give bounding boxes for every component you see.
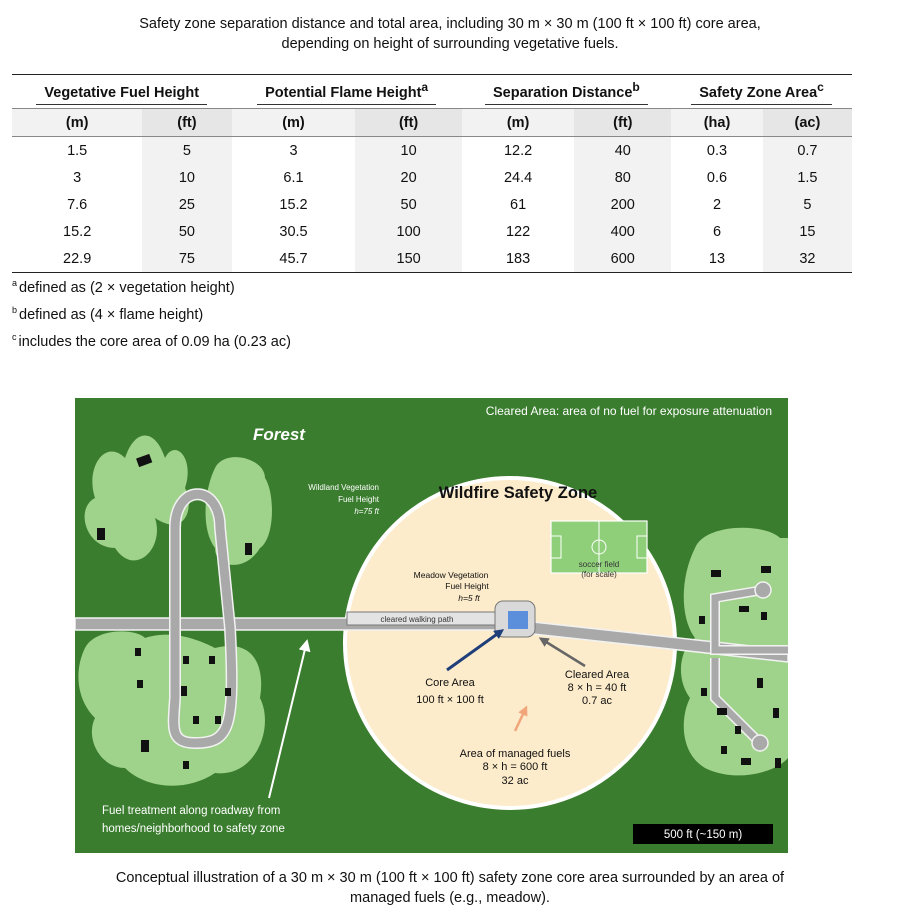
table-cell: 25 — [142, 191, 231, 218]
table-units-row — [12, 109, 852, 137]
house — [741, 758, 751, 765]
house — [721, 746, 727, 754]
table-cell: 0.7 — [763, 137, 852, 165]
table-cell: 2 — [712, 196, 722, 213]
table-caption-line-2: depending on height of surrounding vegetative fuels. — [281, 36, 619, 52]
walking-path-label: cleared walking path — [380, 615, 454, 624]
table-cell: 13 — [671, 245, 763, 273]
figure-caption-line-2: managed fuels (e.g., meadow). — [350, 890, 550, 906]
table-cell: 1.5 — [763, 164, 852, 191]
table-cell: 7.6 — [67, 196, 88, 213]
svg-text:8 × h = 600 ft: 8 × h = 600 ft — [482, 761, 548, 773]
house — [193, 716, 199, 724]
house — [97, 528, 105, 540]
table-caption-line-1: Safety zone separation distance and total area, including 30 m × 30 m (100 ft × 100 ft) core area, — [139, 16, 761, 32]
house — [757, 678, 763, 688]
table-row — [12, 191, 852, 218]
table-row — [12, 218, 852, 245]
table-cell: 6.1 — [283, 169, 304, 186]
table-footnotes — [12, 272, 291, 353]
svg-text:Core Area: Core Area — [425, 677, 475, 689]
house — [699, 616, 705, 624]
svg-text:soccer field: soccer field — [578, 560, 620, 569]
table-cell: 6 — [712, 223, 722, 240]
svg-text:Wildland Vegetation: Wildland Vegetation — [308, 483, 379, 492]
table-cell: 75 — [142, 245, 231, 273]
unit-header: (ac) — [763, 109, 852, 137]
house — [183, 761, 189, 769]
svg-text:homes/neighborhood to safety z: homes/neighborhood to safety zone — [102, 823, 285, 835]
svg-text:Meadow Vegetation: Meadow Vegetation — [413, 570, 489, 580]
group-header-separation-distance: Separation Distance$^b$ — [462, 75, 671, 109]
table-cell: 183 — [462, 245, 575, 273]
soccer-field-label — [579, 560, 619, 579]
svg-text:h=5 ft: h=5 ft — [458, 593, 480, 603]
figure-caption-line-1: Conceptual illustration of a 30 m × 30 m (100 ft × 100 ft) safety zone core area surrounded by an area of — [115, 870, 785, 886]
scale-label: 500 ft (~150 m) — [663, 829, 743, 841]
table-cell: 0.3 — [706, 142, 728, 159]
table-group-header-row — [12, 75, 852, 109]
safety-zone-table — [12, 74, 852, 273]
table-cell: 200 — [574, 191, 671, 218]
table-cell: 24.4 — [503, 169, 533, 186]
illustration-canvas — [75, 398, 788, 853]
table-cell: 61 — [510, 196, 527, 213]
svg-text:0.7 ac: 0.7 ac — [582, 695, 612, 707]
table-cell: 15.2 — [279, 196, 308, 213]
table-row — [12, 245, 852, 273]
table-cell: 10 — [142, 164, 231, 191]
table-cell: 15.2 — [63, 223, 92, 240]
unit-header: (ft) — [355, 109, 461, 137]
zone-title: Wildfire Safety Zone — [438, 484, 598, 502]
table-cell: 50 — [142, 218, 231, 245]
house — [135, 648, 141, 656]
footnote-c: $^c$ includes the core area of 0.09 ha (0.23 ac) — [12, 332, 291, 350]
table-cell: 15 — [763, 218, 852, 245]
cul-de-sac-top — [755, 582, 771, 598]
house — [773, 708, 779, 718]
figure-caption — [0, 868, 900, 908]
cul-de-sac-bottom — [752, 735, 768, 751]
house — [183, 656, 189, 664]
table-row — [12, 137, 852, 165]
svg-text:Fuel Height: Fuel Height — [445, 581, 489, 591]
unit-header: (ha) — [671, 109, 763, 137]
svg-text:Cleared Area: Cleared Area — [564, 669, 630, 681]
house — [141, 740, 149, 752]
group-header-safety-zone-area: Safety Zone Area$^c$ — [671, 75, 852, 109]
table-cell: 80 — [574, 164, 671, 191]
unit-header: (m) — [232, 109, 356, 137]
forest-label: Forest — [253, 425, 305, 444]
safety-zone-illustration — [75, 398, 788, 853]
table-cell: 32 — [763, 245, 852, 273]
table-cell: 20 — [355, 164, 461, 191]
table-cell: 22.9 — [12, 245, 142, 273]
table-body — [12, 137, 852, 273]
group-header-vegetative-fuel-height: Vegetative Fuel Height — [12, 75, 232, 109]
footnote-b: $^b$ defined as (4 × flame height) — [12, 305, 204, 323]
unit-header: (ft) — [142, 109, 231, 137]
house — [717, 708, 727, 715]
svg-text:h=75 ft: h=75 ft — [354, 507, 379, 516]
svg-text:Fuel treatment along roadway f: Fuel treatment along roadway from — [102, 805, 281, 817]
unit-header: (ft) — [574, 109, 671, 137]
table-cell: 600 — [574, 245, 671, 273]
table-row — [12, 164, 852, 191]
table-cell: 122 — [505, 223, 531, 240]
house — [761, 612, 767, 620]
table-cell: 40 — [574, 137, 671, 165]
svg-text:Fuel Height: Fuel Height — [338, 495, 379, 504]
svg-text:100 ft × 100 ft: 100 ft × 100 ft — [416, 694, 484, 706]
footnote-a: $^a$ defined as (2 × vegetation height) — [12, 278, 235, 296]
table-cell: 0.6 — [706, 169, 728, 186]
house — [735, 726, 741, 734]
table-cell: 100 — [355, 218, 461, 245]
table-cell: 30.5 — [279, 223, 308, 240]
table-cell: 400 — [574, 218, 671, 245]
house — [137, 680, 143, 688]
unit-header: (m) — [12, 109, 142, 137]
house — [245, 543, 252, 555]
house — [701, 688, 707, 696]
scale-bar — [633, 824, 773, 844]
house — [181, 686, 187, 696]
table-cell: 50 — [355, 191, 461, 218]
table-cell: 10 — [355, 137, 461, 165]
cleared-area-title: Cleared Area: area of no fuel for exposure attenuation — [485, 404, 772, 418]
unit-header: (m) — [462, 109, 575, 137]
table-cell: 3 — [289, 142, 298, 159]
table-cell: 5 — [763, 191, 852, 218]
house — [711, 570, 721, 577]
house — [209, 656, 215, 664]
house — [775, 758, 781, 768]
table-cell: 45.7 — [232, 245, 356, 273]
table-cell: 3 — [73, 169, 82, 186]
svg-text:(for scale): (for scale) — [581, 570, 617, 579]
core-area-square — [508, 611, 528, 629]
table-cell: 12.2 — [503, 142, 533, 159]
house — [225, 688, 231, 696]
house — [739, 606, 749, 612]
table-cell: 150 — [355, 245, 461, 273]
table-cell: 1.5 — [67, 142, 88, 159]
svg-text:32 ac: 32 ac — [501, 775, 529, 787]
table-cell: 5 — [142, 137, 231, 165]
svg-text:Area of managed fuels: Area of managed fuels — [459, 748, 571, 760]
svg-text:8 × h = 40 ft: 8 × h = 40 ft — [567, 682, 627, 694]
house — [761, 566, 771, 573]
table-caption — [0, 14, 900, 54]
house — [215, 716, 221, 724]
group-header-potential-flame-height: Potential Flame Height$^a$ — [232, 75, 462, 109]
